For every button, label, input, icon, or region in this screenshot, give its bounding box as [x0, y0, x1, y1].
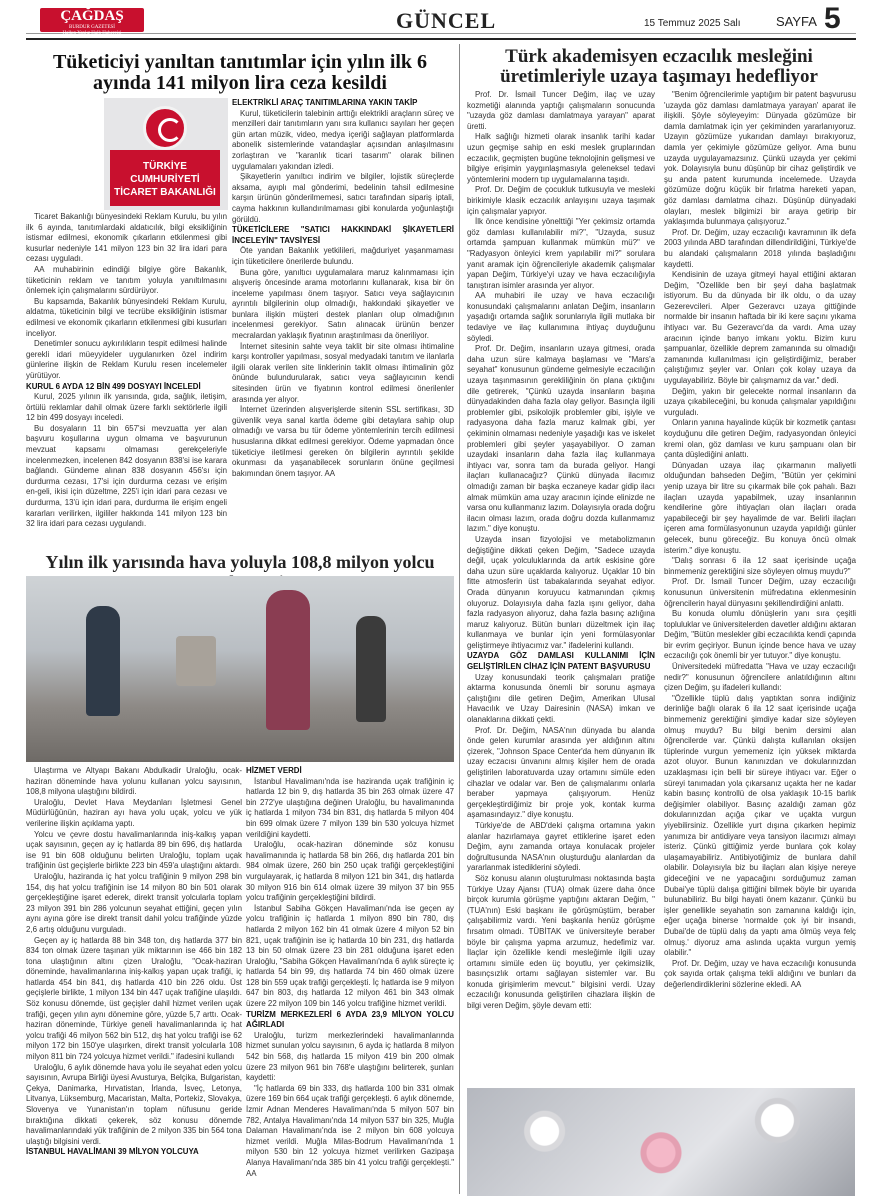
paragraph: AA muhabirinin edindiği bilgiye göre Bakanlık, tüketicinin reklam ve tanıtım yoluyla yanıltılmasını önlemek için çalışmalarını sürdürüyor. [26, 264, 227, 296]
paragraph: Uraloğlu, 6 aylık dönemde hava yolu ile seyahat eden yolcu sayısının, Avrupa Birliği üyesi Avusturya, Belçika, Bulgaristan, Çekya, Danimarka, Hırvatistan, İrlanda, İsveç, Letonya, Litvanya, Lüksemburg, Macaristan, Malta, Portekiz, Slovakya, Slovenya ve Yunanistan'ın toplam nüfusunu geride bıraktığına dikkati çekerek, söz konusu dönemde havalimanlarındaki yük trafiğinin de 2 milyon 335 bin 564 tona ulaştığı bilgisini verdi. [26, 1062, 242, 1146]
headline-air-passengers: Yılın ilk yarısında hava yoluyla 108,8 milyon yolcu [45, 552, 435, 572]
paragraph: "İç hatlarda 69 bin 333, dış hatlarda 100 bin 331 olmak üzere 169 bin 664 uçak trafiği gerçekleşti. 6 aylık dönemde, İzmir Adnan Menderes Havalimanı'nda 5 milyon 507 bin 782, Antalya Havalimanı'nda 14 milyon 537 bin 325, Muğla Dalaman Havalimanı'nda ise 2 milyon bin 608 yolcuya hizmet verildi. Muğla Milas-Bodrum Havalimanı'nda 1 milyon 530 bin 12 yolcuya hizmet verilirken Gazipaşa Alanya Havalimanı'nda 385 bin 41 yolcu trafiği gerçekleşti." AA [246, 1083, 454, 1178]
paragraph: Üniversitedeki müfredatta "Hava ve uzay eczacılığı nedir?" konusunun öğrencilere anlatıldığının altını çizen Değim, şu ifadeleri kullandı: [664, 662, 856, 693]
headline-space-pharmacy: Türk akademisyen eczacılık mesleğini üretimleriyle uzaya taşımayı hedefliyor [500, 46, 818, 87]
paragraph: Onların yanına hayalinde küçük bir kozmetik çantası koyduğunu dile getiren Değim, radyasyondan önleyici kremi olan, göz damlası ve kuru şampuanı olan bir çanta düşlediğini anlattı. [664, 418, 856, 460]
paragraph: Buna göre, yanıltıcı uygulamalara maruz kalınmaması için alışveriş öncesinde arama motorlarını kullanarak, kısa bir ön inceleme yapılması önem taşıyor. Satıcı veya sağlayıcının ayrıntılı bilgilerinin olup olmadığı, hakkındaki şikayetler ve bunlara ilişkin müşteri destek planları olup olmadığının incelenmesi gerekiyor. Satın alınacak ürünün benzer mecralardan yaklaşık fiyatının araştırılması da öneriliyor. [232, 267, 454, 341]
subheading: TURİZM MERKEZLERİ 6 AYDA 23,9 MİLYON YOLCU AĞIRLADI [246, 1009, 454, 1030]
paragraph: Kurul, tüketicilerin talebinin arttığı elektrikli araçların süreç ve menzilleri dair tanıtımların yanı sıra kullanıcı sayıları her geçen gün artan müzik, video, medya içeriği sağlayan platformlarda abonelik sistemlerinde vatandaşlar açısından anlaşılmasını zorlaştıran ve "karanlık ticari tasarım" olarak bilinen uygulamaları yakından izledi. [232, 108, 454, 171]
paragraph: Uraloğlu, Devlet Hava Meydanları İşletmesi Genel Müdürlüğünün, haziran ayı hava yolu uçak, yolcu ve yük verilerine ilişkin açıklama yaptı. [26, 797, 242, 828]
paragraph: AA muhabiri ile uzay ve hava eczacılığı konusundaki çalışmalarını anlatan Değim, insanların yaşadığı ortamda sağlık sorunlarıyla ilgili mutlaka bir tedaviye ve ilaç kullanımına ihtiyaç duyduğunu söyledi. [467, 291, 655, 343]
paragraph: Ulaştırma ve Altyapı Bakanı Abdulkadir Uraloğlu, ocak-haziran döneminde hava yolunu kullanan yolcu sayısının, 108,8 milyona ulaştığını bildirdi. [26, 766, 242, 797]
paragraph: Geçen ay iç hatlarda 88 bin 348 ton, dış hatlarda 377 bin 834 ton olmak üzere taşınan yük miktarının ise 466 bin 182 tona ulaştığının altını çizen Uraloğlu, "Ocak-haziran döneminde, havalimanlarına iniş-kalkış yapan uçak trafiği, iç hatlarda 454 bin 841, dış hatlarda 410 bin 226 oldu. Üst geçişlerle birlikte, 1 milyon 134 bin 447 uçak trafiğine ulaşıldı. Söz konusu dönemde, üst geçişler dahil hizmet verilen uçak trafiği, geçen yılın aynı dönemine göre, yüzde 5,7 arttı. Ocak-haziran döneminde, Türkiye geneli havalimanlarında iç hat yolcu trafiği 46 milyon 562 bin 512, dış hat yolcu trafiği ise 62 milyon 172 bin 150'ye ulaşırken, direkt transit yolcularla 108 milyon 811 bin 724 yolcuya hizmet verildi." ifadesini kullandı [26, 935, 242, 1062]
traveler-figure-icon [356, 616, 386, 722]
paragraph: Prof. Dr. Değim, insanların uzaya gitmesi, orada daha uzun süre kalmaya başlaması ve "Mars'a seyahat" konusunun gündeme gelmesiyle eczacılığın uzaya taşınmasının gerekliliğinin ön plana çıktığını dile getirerek, "Çünkü uzayda insanların başına dünyadakinden daha fazla olay geliyor. Basınçla ilgili problemler gibi, psikolojik problemler gibi, işiyle ve radyasyona daha fazla maruz kalmak gibi, yer çekiminin olmaması nedeniyle yaşadığı kas ve iskelet problemleri gibi şeyler yaşayabiliyor. O zaman uzaydaki insanların daha fazla ilaç kullanmaya ihtiyacı var, sonra tam da burada geliyor. Hangi ilaçları kullanacağız? Çünkü dünyada ilacımız olmadığı zaman bir başka eczaneye kadar gidip ilacı almak mümkün ama uzay aracının içinde elinizde ne varsa onu kullanmanız lazım. Dolayısıyla orada doğru ilacın olması lazım, orada doğru dozda kullanmamız lazım." diye konuştu. [467, 344, 655, 534]
luggage-icon [176, 636, 216, 686]
newspaper-logo[interactable] [40, 8, 144, 36]
paragraph: Şikayetlerin yanıltıcı indirim ve bilgiler, lojistik süreçlerde aksama, ayıplı mal gönderimi, bedelinin tahsil edilmesine karşın ürünün gönderilmemesi, satıcı tarafından sipariş iptali, cayma hakkının kullandırılmaması gibi konularda yoğunlaştığı görüldü. [232, 172, 454, 224]
logo-tagline: Halkın Yanlız Halk Habercisi [62, 31, 122, 36]
page-label: SAYFA [776, 14, 817, 29]
logo-subtitle: BURDUR GAZETESİ [69, 25, 115, 30]
headline-advertising-fines: Tüketiciyi yanıltan tanıtımlar için yılın ilk 6 ayında 141 milyon lira ceza kesildi [52, 51, 428, 94]
paragraph: Prof. Dr. Değim de çocukluk tutkusuyla ve mesleki birikimiyle klasik eczacılık anlayışını uzaya taşımak için çalışmalar yapıyor. [467, 185, 655, 216]
paragraph: Ticaret Bakanlığı bünyesindeki Reklam Kurulu, bu yılın ilk 6 ayında, tanıtımlardaki aldatıcılık, bilgi eksikliğinin istismar edilmesi, ekonomik çıkarların etkilenmesi gibi kusurlar nedeniyle 141 milyon 123 bin 32 lira idari para cezası uyguladı. [26, 212, 227, 264]
article-air-left-column [26, 766, 242, 1196]
article-space-left-column [467, 90, 655, 1086]
subheading: KURUL 6 AYDA 12 BİN 499 DOSYAYI İNCELEDİ [26, 381, 201, 391]
paragraph: Değim, yakın bir gelecekte normal insanların da uzaya çıkabileceğini, bu konuda çalışmalar yapıldığını vurguladı. [664, 386, 856, 417]
paragraph: İlk önce kendisine yönelttiği "Yer çekimsiz ortamda göz damlası kullanılabilir mi?", "Uzayda, susuz ortamda şampuan kullanmak mümkün mü?" ve "Radyasyon önleyici krem yapılabilir mi?" sorulara yanıt aramak için öğrencileriyle akademik çalışmalar yapan Değim, Türkiye'yi uzay ve hava eczacılığıyla tanıştıran isimler arasında yer alıyor. [467, 217, 655, 290]
paragraph: İstanbul Havalimanı'nda ise haziranda uçak trafiğinin iç hatlarda 12 bin 9, dış hatlarda 35 bin 263 olmak üzere 47 bin 272'ye ulaştığına değinen Uraloğlu, bu havalimanında iç hatlarda 1 milyon 734 bin 831, dış hatlarda 5 milyon 404 bin 699 olmak üzere 7 milyon 139 bin 530 yolcuya hizmet verildiğini kaydetti. [246, 776, 454, 839]
header-rule [26, 38, 856, 40]
paragraph: Prof. Dr. İsmail Tuncer Değim, uzay eczacılığı konusunun üniversitenin müfredatına eklenmesinin öğrencilerin hayal dünyasını şekillendirdiğini anlattı. [664, 577, 856, 608]
paragraph: Uraloğlu, ocak-haziran döneminde söz konusu havalimanında iç hatlarda 58 bin 266, dış hatlarda 201 bin 984 olmak üzere, 260 bin 250 uçak trafiği gerçekleştiğini vurgulayarak, iç hatlarda 8 milyon 121 bin 341, dış hatlarda 30 milyon 916 bin 614 olmak üzere 39 milyon 37 bin 955 yolcu trafiğinin gerçekleştiğini bildirdi. [246, 840, 454, 903]
paragraph: Kurul, 2025 yılının ilk yarısında, gıda, sağlık, iletişim, örtülü reklamlar dahil olmak üzere farklı sektörlerle ilgili 12 bin 499 dosyayı inceledi. [26, 392, 227, 423]
paragraph: Uzayda insan fizyolojisi ve metabolizmanın değiştiğine dikkati çeken Değim, "Sadece uzayda değil, uçak yolculuklarında da artık eskisine göre daha uzun süre uçaklarda kalıyoruz. Uçaklar 10 bin fitte atmosferin üst tabakalarında seyahat ediyor. Orada dünyanın koruyucu katmanından çıkmış oluyoruz. Dolayısıyla daha fazla ışını geliyor, daha fazla radyasyon alıyoruz, daha fazla basınç azlığına maruz kalıyoruz. Bütün bunları düzeltmek için ilaç kullanmaya ve bunlar için yeni formülasyonlar geliştirmeye ihtiyacımız var." ifadelerini kullandı. [467, 534, 655, 650]
column-divider [459, 44, 460, 1194]
paragraph: Prof. Dr. Değim, uzay eczacılığı kavramının ilk defa 2003 yılında ABD tarafından dillendirildiğini, Türkiye'de bu alandaki çalışmaların 2018 yılında başladığını kaydetti. [664, 227, 856, 269]
subheading: TÜKETİCİLERE "SATICI HAKKINDAKİ ŞİKAYETLERİ İNCELEYİN" TAVSİYESİ [232, 225, 454, 245]
paragraph: Yolcu ve çevre dostu havalimanlarında iniş-kalkış yapan uçak sayısının, geçen ay iç hatlarda 89 bin 696, dış hatlarda ise 91 bin 608 olduğunu belirten Uraloğlu, toplam uçak trafiğinin üst geçişlerle birlikte 223 bin 459'a ulaştığını aktardı. [26, 829, 242, 871]
ministry-sign-text: TÜRKİYE CUMHURİYETİ TİCARET BAKANLIĞI [110, 150, 220, 206]
paragraph: Uzay konusundaki teorik çalışmaları pratiğe aktarma konusunda önemli bir sorunu aşmaya çalıştığını dile getiren Değim, Amerikan Ulusal Havacılık ve Uzay Dairesinin (NASA) imkan ve olanaklarına dikkati çekti. [467, 672, 655, 725]
traveler-figure-icon [266, 590, 310, 730]
paragraph: Söz konusu alanın oluşturulması noktasında başta Türkiye Uzay Ajansı (TUA) olmak üzere daha önce birçok kurumla görüşme yaptığını aktaran Değim, "(TUA'nın) Eski başkanı ile görüşmüştüm, beraber çalışabilirmiz vardı. Yeni başkanla henüz görüşme fırsatım olmadı. TÜBİTAK ve üniversiteyle beraber böyle bir çalışma yapma arzumuz, hedefimiz var. İlaçlar için özellikle kendi mesleğimle ilgili uzay ortamını simüle eden üç boyutlu, yer çekimsizlik, basınçsızlık ortamı sağlayan sistemler var. Bu konuda girişimlerim mevcut." bilgisini verdi. Uzay eczacılığı konusunda geliştirilen cihazlara ilişkin de bilgi veren Değim, şöyle devam etti: [467, 873, 655, 1011]
medicine-pills-photo [467, 1088, 855, 1196]
paragraph: Dünyadan uzaya ilaç çıkarmanın maliyetli olduğundan bahseden Değim, "Bütün yer çekimini yenip uzaya bir litre su çıkarmak bile çok pahalı. Bazı ilaçları uzayda yapabilmek, uzay insanlarının kendilerine göre ihtiyaçları olan ilaçları orada yapabileceği bir şey hayalimde de var. Belirli ilaçları içeren ama formülasyonunun uzayda yapıldığı günler gelecek, bunu göreceğiz. Bu konuya öncü olmak isterim." diye konuştu. [664, 460, 856, 555]
paragraph: "Özellikle tüplü dalış yaptıktan sonra indiğiniz derinliğe bağlı olarak 6 ila 12 saat içerisinde uçağa binmemeniz gerektiğini şimdiye kadar size söyleyen olmuş muydu? Bu bilgi benim dersimi alan öğrencilerde var. Çünkü dalışta kullanılan oksijen tüplerinde vurgun yememeniz için yüksek miktarda azot oluyor. Bunun kanınızdan ve dokularınızdan uzaklaşması için belli bir süreye ihtiyacı var. Eğer o süreyi tanımadan yola çıkarsanız uçakta her ne kadar kabin basınç kontrollü de olsa yaklaşık 10-15 barlık değişimler olabiliyor. Basınç azaldığı zaman göz dokularınızdan açığa çıkar ve uçakta vurgun yiyebilirsiniz. Özellikle yurt dışına çıkarken hepimiz yanımıza bir antidiyare veya tansiyon ilacımızı almayı isteriz. Çünkü gittiğimiz yerde bunlara çok kolay ulaşamayabiliriz. Antibiyotiğimiz de bunlara dahil olabilir. Dolayısıyla biz bu ilaçları alan kişiye nereye gideceğini ve ne yapacağını sorduğumuz zaman Dubai'ye tüplü dalışa gittiğini bilmek böyle bir uyarıda bulunabiliriz. Bu bilgi hayati önem kazanır. Çünkü bu işler genellikle seyahatin son zamanına kaldığı için, eğer uçağa binerse 'normalde çok iyi bir insandı, Dubai'de de tüplü dalış da yaptı ama ölmüş veya felç olmuş.' diyoruz ama aslında uçakta vurgun yemiş olabilir." [664, 693, 856, 958]
traveler-figure-icon [86, 606, 120, 716]
paragraph: Kendisinin de uzaya gitmeyi hayal ettiğini aktaran Değim, "Özellikle ben bir şeyi daha başlatmak istiyorum. Bu da dünyada bir ilk oldu, o da uzay Gezerevcileri. Alper Gezeravcı uzaya gittiğinde normalde bir insanın haftada bir iki kere saçını yıkama ihtiyacı var. Bu Gezeravcı'da da vardı. Ama uzay aracının içinde banyo imkanı yoktu. Bizim kuru şampuanlar, özellikle deprem zamanında su olmadığı zamanında kullanılması için geliştirdiğimiz, beraber çalıştığımız şeyler var. Onları çok kolay uzaya da uygulayabiliriz. Böyle bir çalışmamız da var." dedi. [664, 270, 856, 386]
paragraph: Uraloğlu, turizm merkezlerindeki havalimanlarında hizmet sunulan yolcu sayısının, 6 ayda iç hatlarda 8 milyon 542 bin 568, dış hatlarda 15 milyon 419 bin 200 olmak üzere 23 milyon 961 bin 768'e ulaştığını belirterek, şunları kaydetti: [246, 1030, 454, 1083]
paragraph: İnternet sitesinin sahte veya taklit bir site olması ihtimaline karşı kontroller yapılması, sosyal medyadaki tanıtım ve ilanlarla ilgili olarak verilen site linklerinin taklit olması ihtimalinin göz önünde bulundurularak, satıcı veya sağlayıcının kendi sitesinden ürün ve fiyatının kontrol edilmesi önerilenler arasında yer alıyor. [232, 341, 454, 404]
paragraph: Prof. Dr. Değim, NASA'nın dünyada bu alanda önde gelen kurumlar arasında yer aldığının altını çizerek, "Johnson Space Center'da hem dünyanın ilk uzay eczacısı ünvanını almış kişiler hem de orada geliştirilen laboratuvarda uzay ortamını simüle eden cihazlar ve odalar var. Ben de çalışmalarımı onlarla beraber yapmaya çalışıyorum. Henüz gerçekleştirdiğimiz bir proje yok, kontak kurma aşamasındayız." diye konuştu. [467, 725, 655, 820]
article-air-right-column [246, 766, 454, 1196]
paragraph: İstanbul Sabiha Gökçen Havalimanı'nda ise geçen ay yolcu trafiğinin iç hatlarda 1 milyon 890 bin 780, dış hatlarda 2 milyon 162 bin 41 olmak üzere 4 milyon 52 bin 821, uçak trafiğinin ise iç hatlarda 10 bin 231, dış hatlarda 13 bin 50 olmak üzere 23 bin 281 olduğuna işaret eden Uraloğlu, "Sabiha Gökçen Havalimanı'nda 6 aylık süreçte iç hatlarda 54 bin 99, dış hatlarda 74 bin 460 olmak üzere 128 bin 559 uçak trafiği gerçekleşti. İç hatlarda ise 9 milyon 647 bin 803, dış hatlarda 12 milyon 461 bin 343 olmak üzere 22 milyon 109 bin 146 yolcu trafiğine hizmet verildi. [246, 903, 454, 1009]
subheading: UZAYDA GÖZ DAMLASI KULLANIMI İÇİN GELİŞTİRİLEN CİHAZ İÇİN PATENT BAŞVURUSU [467, 651, 655, 672]
page-header [26, 2, 856, 36]
subheading: İSTANBUL HAVALİMANI 39 MİLYON YOLCUYA [26, 1147, 199, 1157]
ministry-emblem-icon [143, 106, 187, 150]
paragraph: Bu konuda olumlu dönüşlerin yanı sıra çeşitli topluluklar ve üniversitelerden davetler aldığını aktaran Değim, "Bütün meslekler gibi eczacılıkta kendi çapında bir evrim geçiriyor. Bunun içinde bence hava ve uzay eczacılığı çok önemli bir yer tutuyor." diye konuştu. [664, 609, 856, 661]
paragraph: Prof. Dr. İsmail Tuncer Değim, ilaç ve uzay kozmetiği alanında yaptığı çalışmaların sonucunda "uzayda göz damlası damlatmaya yarayan" aparat üretti. [467, 90, 655, 131]
subheading: HİZMET VERDİ [246, 766, 302, 775]
article-advertising-left-column [26, 212, 227, 548]
subheading: ELEKTRİKLİ ARAÇ TANITIMLARINA YAKIN TAKİP [232, 98, 418, 107]
article-advertising-right-column [232, 98, 454, 548]
paragraph: Bu dosyaların 11 bin 657'si mevzuatta yer alan başvuru koşullarına uygun olmama ve başvurunun mevzuat kapsamı olmaması gerekçeleriyle incelenmezken, incelenen 842 dosyanın 838'si ise karara bağlandı. Gündeme alınan 838 dosyanın 456'sı için durdurma cezası, 17'si için durdurma cezası ve erişim en-geli, ikisi için düzeltme, 225'i için idari para cezası ve durdurma, 13'ü için idari para, durdurma ile erişim engeli kararları verilirken, ilgililer hakkında 141 milyon 123 bin 32 lira idari para cezası uygulandı. [26, 423, 227, 529]
paragraph: "Dalış sonrası 6 ila 12 saat içerisinde uçağa binmemeniz gerektiğini size söyleyen olmuş muydu?" [664, 556, 856, 576]
paragraph: Türkiye'de de ABD'deki çalışma ortamına yakın alanlar hazırlamaya gayret ettiklerine işaret eden Değim, aynı zamanda ortaya konulacak projeler doğrultusunda NASA'nın oluşturduğu alanlardan da yararlanmak istediklerini söyledi. [467, 820, 655, 873]
paragraph: Prof. Dr. Değim, uzay ve hava eczacılığı konusunda çok sayıda ortak çalışma tekli aldığını ve bunları da değerlendirdiklerini sözlerine ekledi. AA [664, 958, 856, 989]
paragraph: İnternet üzerinden alışverişlerde sitenin SSL sertifikası, 3D güvenlik veya sanal kartla ödeme gibi detaylara sahip olup olmadığı ve varsa bu tür ödeme yöntemlerinin tercih edilmesi hususlarına dikkat edilmesi gerekiyor. Ödeme yapmadan önce tüketiciye iletilmesi gereken ön bilgilerin ayrıntılı şekilde okunması da yaşanabilecek sorunların önüne geçilmesi bakımından önem taşıyor. AA [232, 405, 454, 478]
paragraph: Uraloğlu, haziranda iç hat yolcu trafiğinin 9 milyon 298 bin 154, dış hat yolcu trafiğinin ise 14 milyon 80 bin 501 olarak gerçekleştiğine işaret ederek, direkt transit yolcularla toplam 23 milyon 391 bin 286 yolcunun seyahat ettiğini, geçen yılın aynı ayına göre ise direkt transit dahil yolcu trafiğinde yüzde 2,6 artış olduğunu vurguladı. [26, 871, 242, 934]
article-space-right-column [664, 90, 856, 1086]
logo-name: ÇAĞDAŞ [60, 8, 124, 24]
paragraph: Öte yandan Bakanlık yetkilileri, mağduriyet yaşanmaması için tüketicilere önerilerde bulundu. [232, 246, 454, 266]
paragraph: Halk sağlığı hizmeti olarak insanlık tarihi kadar uzun geçmişe sahip en eski meslek gruplarından eczacılık, geçmişten bugüne teknolojinin gelişmesi ve bilgiye erişimin yaygınlaşmasıyla geleneksel tedavi yöntemlerini modern tıp uygulamalarına taşıdı. [467, 132, 655, 184]
airport-passengers-photo [26, 576, 454, 762]
paragraph: "Benim öğrencilerimle yaptığım bir patent başvurusu 'uzayda göz damlası damlatmaya yarayan' aparat ile ilişkili. Şöyle söyleyeyim: Dünyada gözümüze bir damla damlatmak için yer çekiminden yararlanıyoruz. Uzayın gözümüze yukarıdan damlayı bırakıyoruz, damla yer çekimiyle gözümüze geliyor. Ama bunu uzayda uygulayamazsınız. Çünkü uzayda yer çekimi yok. Dolayısıyla bunu düşünüp bir cihaz geliştirdik ve şu anda patent kurumunda incelemede. Uzayda gözümüze doğru küçük bir fırlatma hareketi yapan, göz damlası damlatma cihazı. Düşünüp dünyadaki olayları, meslek bilgimizi bir araya getirip bir yaklaşımda bulunmaya çalışıyoruz." [664, 90, 856, 227]
ministry-sign-photo [104, 98, 228, 210]
section-title: GÜNCEL [396, 8, 497, 33]
issue-date: 15 Temmuz 2025 Salı [644, 18, 741, 29]
paragraph: Denetimler sonucu aykırılıkların tespit edilmesi halinde gerekli idari müeyyideler uygulanırken özel indirim günlerine ilişkin de Reklam Kurulu resen incelemeler yürütüyor. [26, 339, 227, 380]
page-number: 5 [824, 2, 841, 35]
paragraph: Bu kapsamda, Bakanlık bünyesindeki Reklam Kurulu, aldatma, tüketicinin bilgi ve tecrübe eksikliğinin istismar edilmesi ve ekonomik çıkarların etkilenmesi gibi kusurları inceliyor. [26, 296, 227, 338]
